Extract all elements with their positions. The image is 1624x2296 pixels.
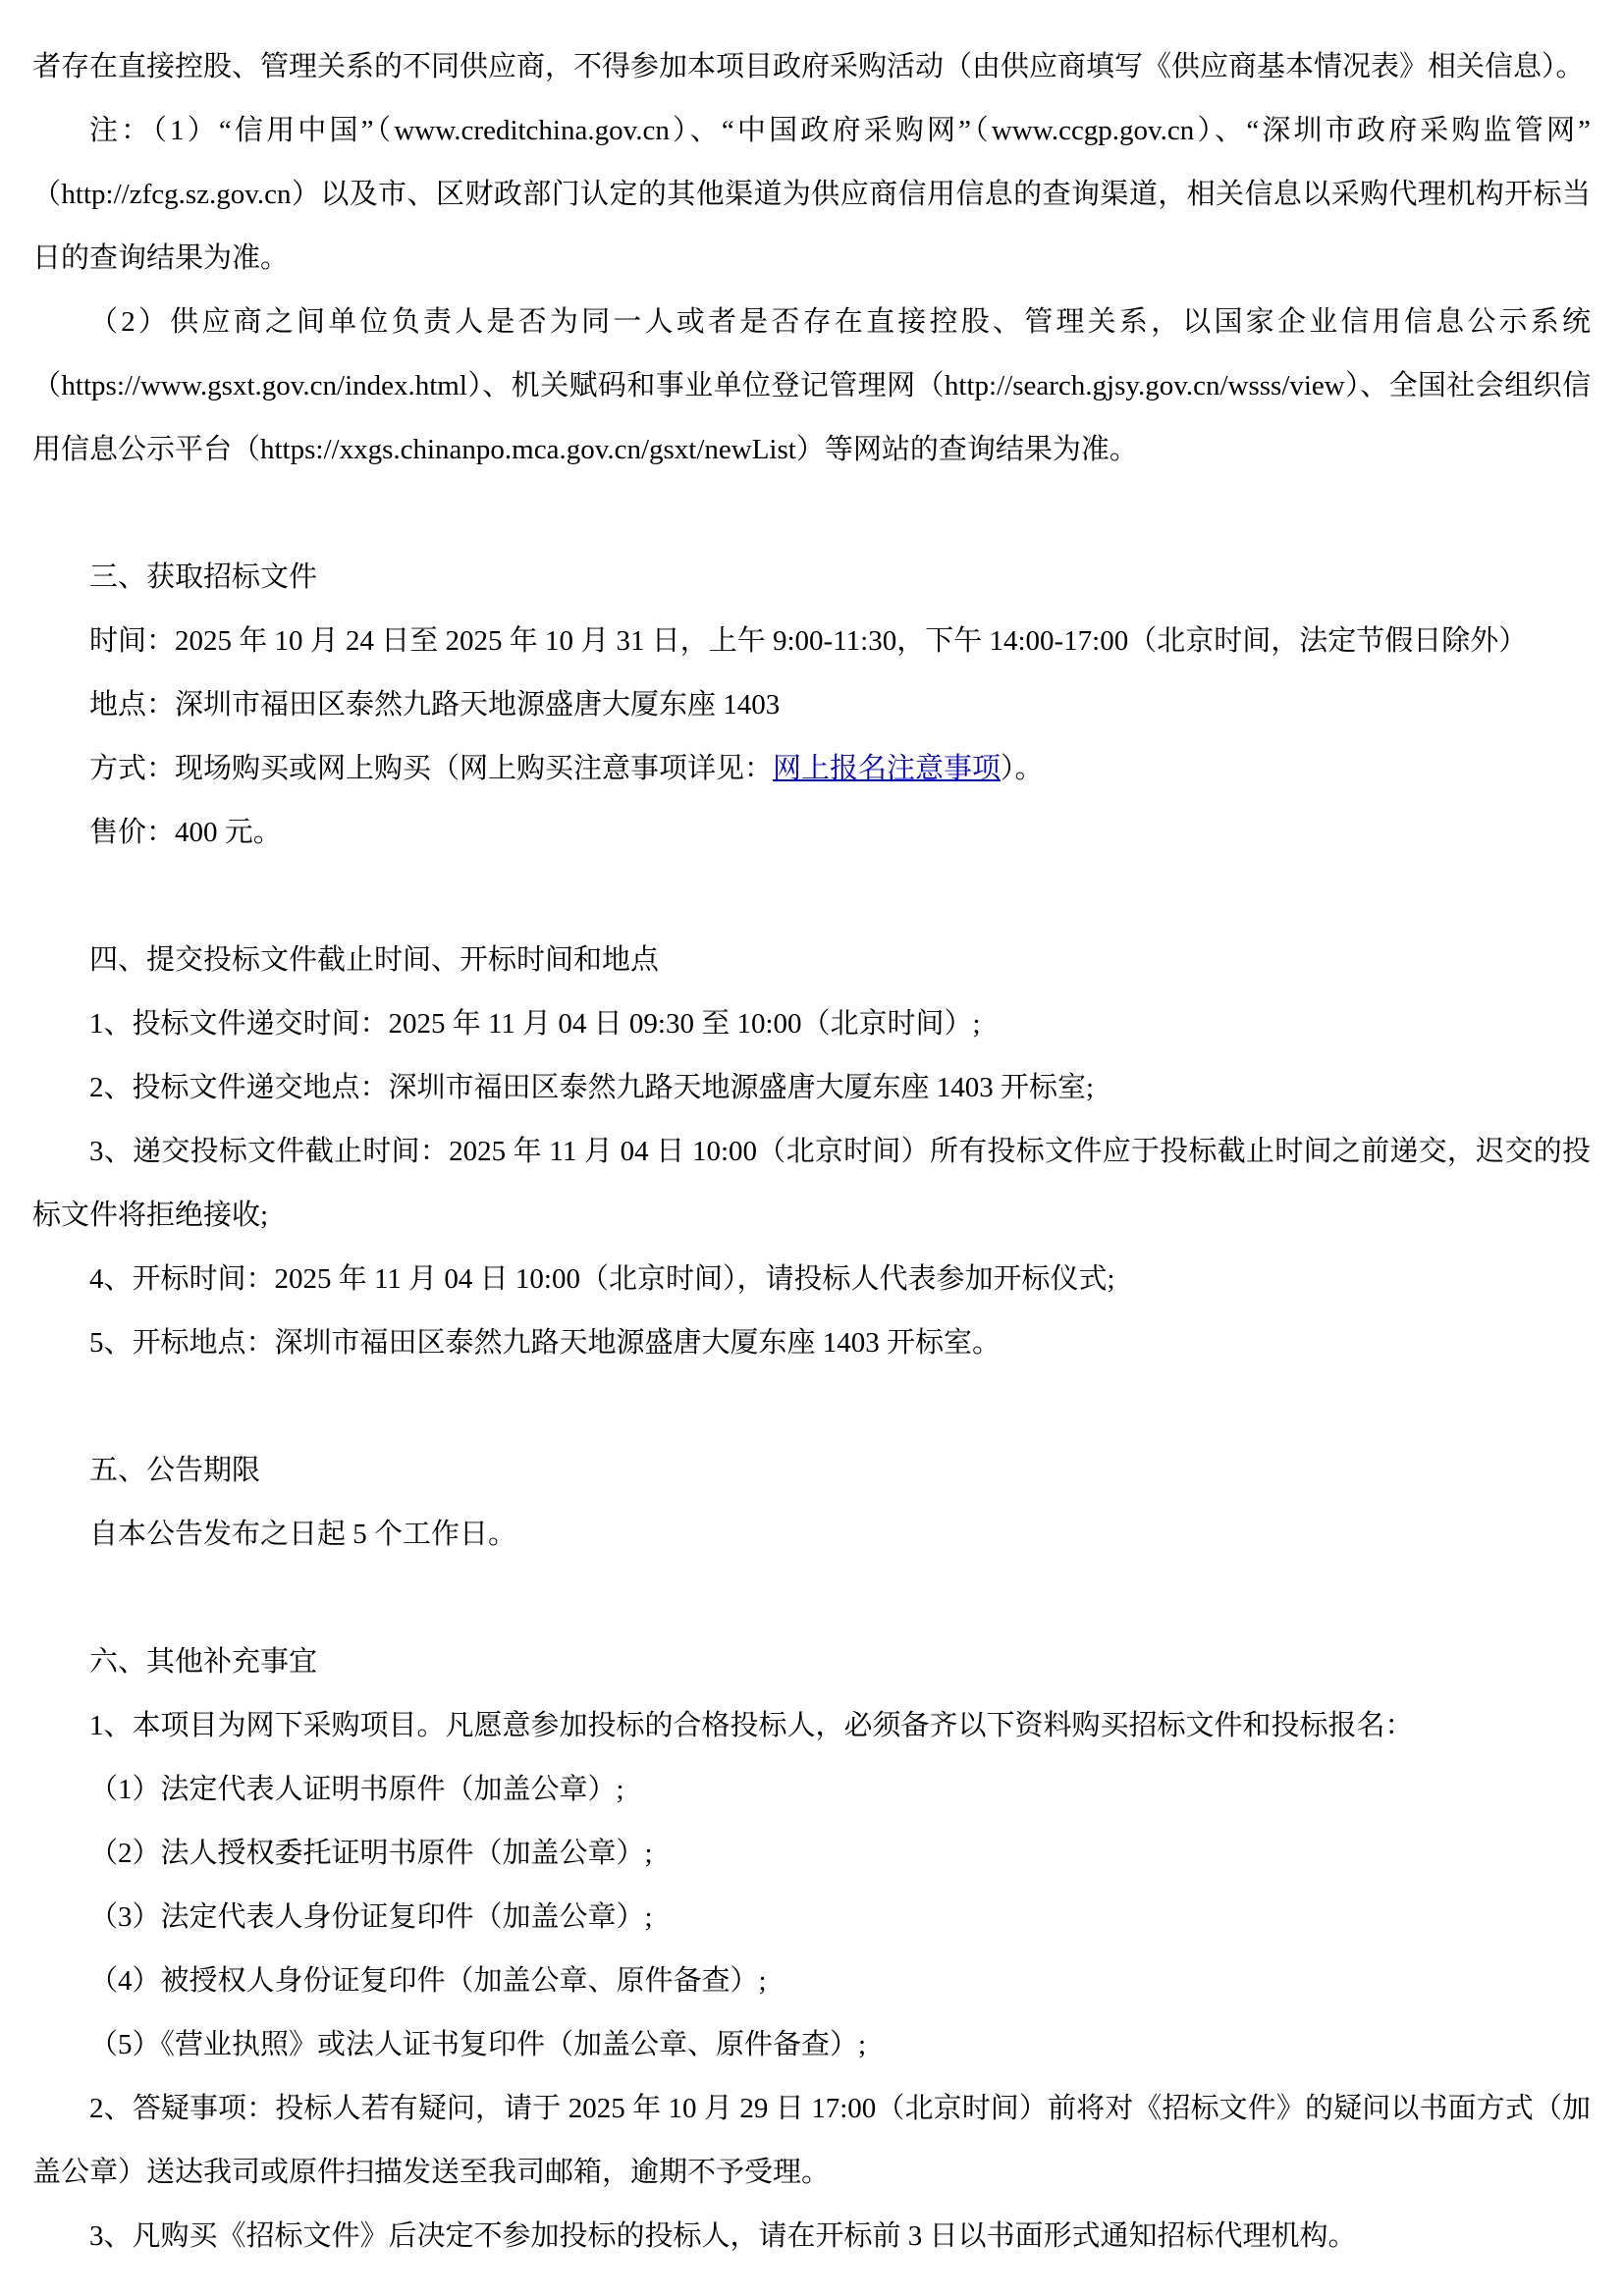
online-registration-notes-link[interactable]: 网上报名注意事项 [773, 753, 1001, 784]
paragraph-note-1: 注：（1）“信用中国”（www.creditchina.gov.cn）、“中国政府采购网”（www.ccgp.gov.cn）、“深圳市政府采购监管网”（http://zfcg.sz.gov.cn）以及市、区财政部门认定的其他渠道为供应商信用信息的查询渠道，相关信息以采购代理机构开标当日的查询结果为准。 [32, 115, 1591, 274]
section4-item-4: 4、开标时间：2025 年 11 月 04 日 10:00（北京时间），请投标人代表参加开标仪式; [89, 1263, 1115, 1295]
section6-subitem-2: （2）法人授权委托证明书原件（加盖公章）; [89, 1838, 653, 1869]
section4-item-3: 3、递交投标文件截止时间：2025 年 11 月 04 日 10:00（北京时间）所有投标文件应于投标截止时间之前递交，迟交的投标文件将拒绝接收; [32, 1136, 1591, 1231]
section3-price: 售价：400 元。 [89, 817, 282, 848]
paragraph-note-2: （2）供应商之间单位负责人是否为同一人或者是否存在直接控股、管理关系，以国家企业信用信息公示系统（https://www.gsxt.gov.cn/index.html）、机关赋码和事业单位登记管理网（http://search.gjsy.gov.cn/wsss/view）、全国社会组织信用信息公示平台（https://xxgs.chinanpo.mca.gov.cn/gsxt/newList）等网站的查询结果为准。 [32, 306, 1591, 465]
section6-subitem-4: （4）被授权人身份证复印件（加盖公章、原件备查）; [89, 1965, 767, 1997]
section4-item-1: 1、投标文件递交时间：2025 年 11 月 04 日 09:30 至 10:00（北京时间）; [89, 1008, 981, 1040]
section6-item-1: 1、本项目为网下采购项目。凡愿意参加投标的合格投标人，必须备齐以下资料购买招标文件和投标报名： [89, 1710, 1414, 1741]
paragraph-carryover: 者存在直接控股、管理关系的不同供应商，不得参加本项目政府采购活动（由供应商填写《供应商基本情况表》相关信息）。 [32, 51, 1585, 82]
section3-time: 时间：2025 年 10 月 24 日至 2025 年 10 月 31 日，上午 9:00-11:30，下午 14:00-17:00（北京时间，法定节假日除外） [89, 625, 1528, 657]
section5-heading: 五、公告期限 [89, 1455, 261, 1486]
section6-subitem-5: （5）《营业执照》或法人证书复印件（加盖公章、原件备查）; [89, 2029, 867, 2060]
section3-method-prefix: 方式：现场购买或网上购买（网上购买注意事项详见： [89, 753, 774, 784]
section3-heading: 三、获取招标文件 [89, 561, 318, 593]
section6-subitem-3: （3）法定代表人身份证复印件（加盖公章）; [89, 1901, 653, 1933]
section5-body: 自本公告发布之日起 5 个工作日。 [89, 1519, 517, 1550]
section4-item-5: 5、开标地点：深圳市福田区泰然九路天地源盛唐大厦东座 1403 开标室。 [89, 1327, 1001, 1359]
section6-item-2: 2、答疑事项：投标人若有疑问，请于 2025 年 10 月 29 日 17:00（北京时间）前将对《招标文件》的疑问以书面方式（加盖公章）送达我司或原件扫描发送至我司邮箱，逾期不予受理。 [32, 2093, 1591, 2188]
section4-heading: 四、提交投标文件截止时间、开标时间和地点 [89, 944, 660, 976]
section6-heading: 六、其他补充事宜 [89, 1646, 318, 1678]
section6-subitem-1: （1）法定代表人证明书原件（加盖公章）; [89, 1774, 624, 1805]
section3-method-suffix: ）。 [1001, 753, 1044, 784]
section4-item-2: 2、投标文件递交地点：深圳市福田区泰然九路天地源盛唐大厦东座 1403 开标室; [89, 1072, 1095, 1103]
section3-method [32, 737, 1591, 801]
section3-location: 地点：深圳市福田区泰然九路天地源盛唐大厦东座 1403 [89, 689, 781, 721]
section6-item-3: 3、凡购买《招标文件》后决定不参加投标的投标人，请在开标前 3 日以书面形式通知招标代理机构。 [89, 2220, 1357, 2252]
